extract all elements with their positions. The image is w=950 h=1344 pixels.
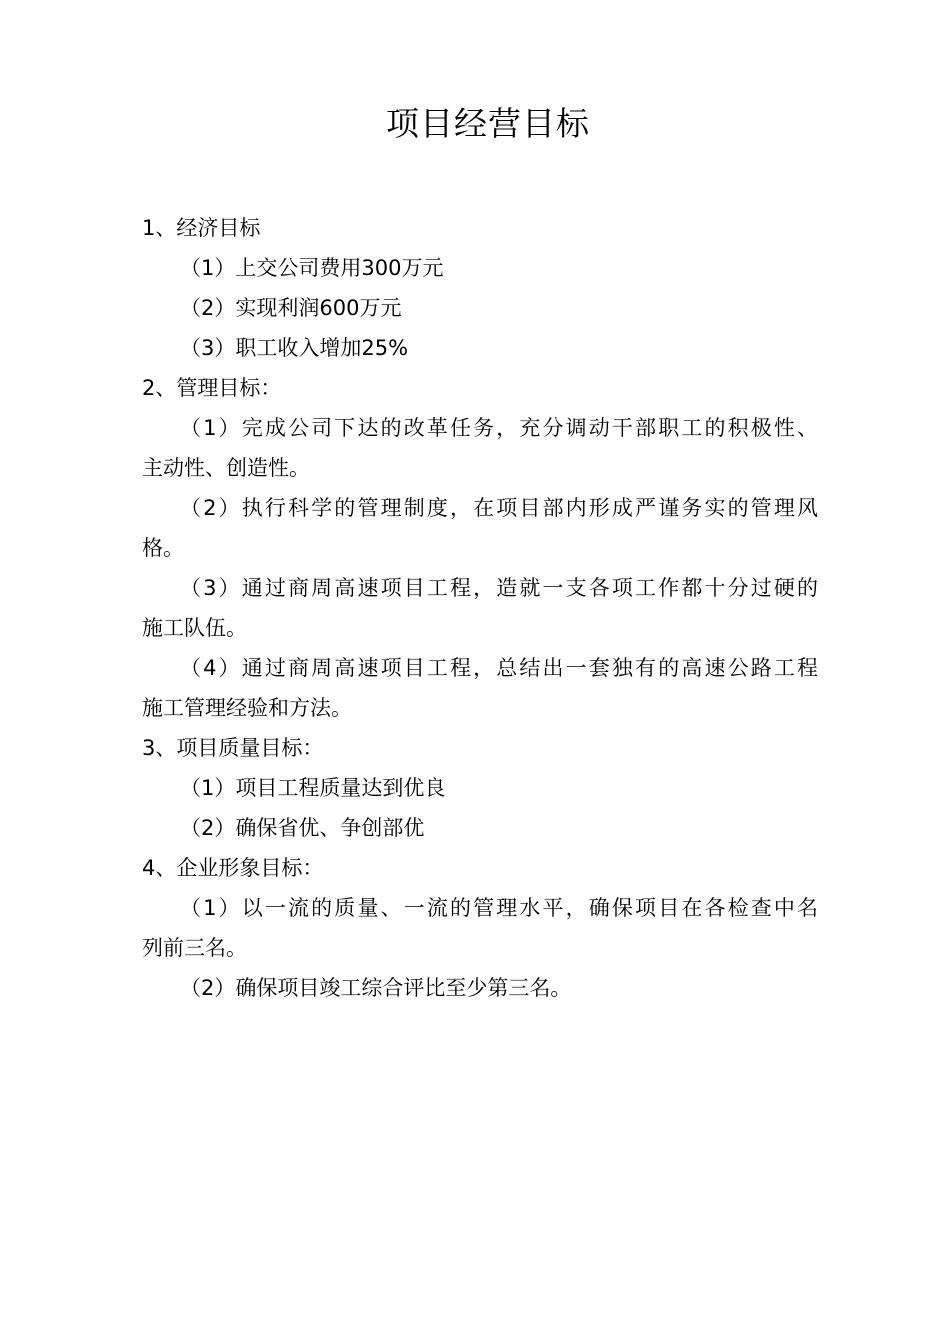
section-heading-image: 4、企业形象目标：: [142, 856, 324, 880]
management-item-2-line-1: （2）执行科学的管理制度，在项目部内形成严谨务实的管理风: [180, 496, 818, 520]
management-item-1-line-2: 主动性、创造性。: [142, 456, 310, 480]
section-heading-economic: 1、经济目标: [142, 216, 261, 240]
quality-item-2: （2）确保省优、争创部优: [180, 816, 425, 840]
section-heading-quality: 3、项目质量目标：: [142, 736, 324, 760]
image-item-1-line-1: （1）以一流的质量、一流的管理水平，确保项目在各检查中名: [180, 896, 818, 920]
management-item-3-line-1: （3）通过商周高速项目工程，造就一支各项工作都十分过硬的: [180, 576, 818, 600]
management-item-4-line-2: 施工管理经验和方法。: [142, 696, 352, 720]
economic-item-3: （3）职工收入增加25%: [180, 336, 409, 360]
image-item-1-line-2: 列前三名。: [142, 936, 247, 960]
section-heading-management: 2、管理目标：: [142, 376, 282, 400]
document-title: 项目经营目标: [386, 104, 590, 143]
economic-item-2: （2）实现利润600万元: [180, 296, 402, 320]
management-item-1-line-1: （1）完成公司下达的改革任务，充分调动干部职工的积极性、: [180, 416, 818, 440]
management-item-3-line-2: 施工队伍。: [142, 616, 247, 640]
document-body: [142, 208, 818, 1008]
management-item-2-line-2: 格。: [142, 536, 184, 560]
image-item-2: （2）确保项目竣工综合评比至少第三名。: [180, 976, 572, 1000]
economic-item-1: （1）上交公司费用300万元: [180, 256, 444, 280]
management-item-4-line-1: （4）通过商周高速项目工程，总结出一套独有的高速公路工程: [180, 656, 818, 680]
quality-item-1: （1）项目工程质量达到优良: [180, 776, 446, 800]
